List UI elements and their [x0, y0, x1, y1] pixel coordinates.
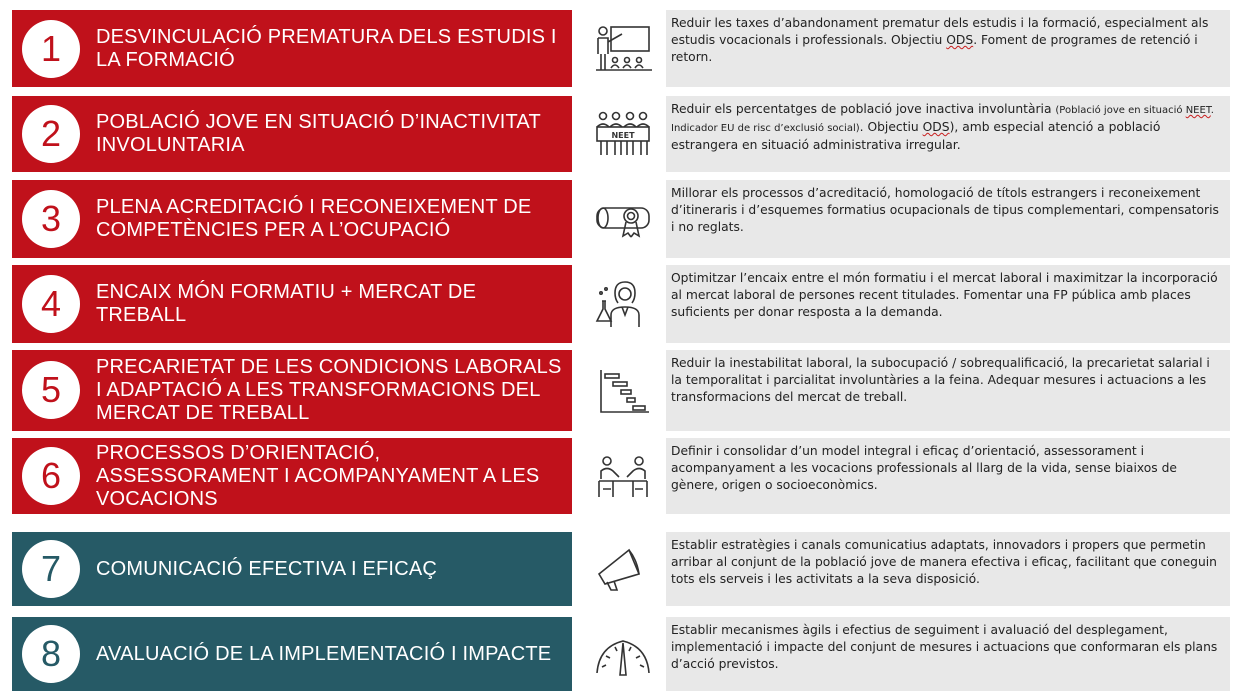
- objective-title-band: [12, 265, 572, 343]
- objective-number-badge: 1: [22, 20, 80, 78]
- teacher-presentation-icon: [580, 10, 666, 87]
- objective-row-4: [12, 265, 1230, 343]
- objective-description: Reduir els percentatges de població jove inactiva involuntària (Població jove en situació NEET. Indicador EU de risc d’exclusió social). Objectiu ODS), amb especial atenció a població estrangera en situació administrativa irregular.: [666, 96, 1230, 172]
- objective-title: COMUNICACIÓ EFECTIVA I EFICAÇ: [96, 557, 438, 580]
- objective-title: DESVINCULACIÓ PREMATURA DELS ESTUDIS I LA FORMACIÓ: [96, 25, 557, 71]
- objective-description: Establir estratègies i canals comunicatius adaptats, innovadors i propers que permetin arribar al conjunt de la població jove de manera efectiva i eficaç, facilitant que coneguin tots els serveis i les activitats a la seva disposició.: [666, 532, 1230, 606]
- objective-description: Millorar els processos d’acreditació, homologació de títols estrangers i reconeixement d’itineraris i d’esquemes formatius ocupacionals de tipus complementari, compensatoris i no reglats.: [666, 180, 1230, 258]
- objective-description: Establir mecanismes àgils i efectius de seguiment i avaluació del desplegament, implementació i impacte del conjunt de mesures i actuacions que conformaran els plans d’acció previstos.: [666, 617, 1230, 691]
- objective-title: POBLACIÓ JOVE EN SITUACIÓ D’INACTIVITAT INVOLUNTARIA: [96, 111, 541, 156]
- objective-number-badge: 3: [22, 190, 80, 248]
- objective-description: Definir i consolidar d’un model integral i eficaç d’orientació, assessorament i acompanyament a les vocacions professionals al llarg de la vida, sense biaixos de gènere, origen o socioeconòmics.: [666, 438, 1230, 514]
- objective-description: Reduir les taxes d’abandonament prematur dels estudis i la formació, especialment als estudis vocacionals i professionals. Objectiu ODS. Foment de programes de retenció i retorn.: [666, 10, 1230, 87]
- objective-title: PRECARIETAT DE LES CONDICIONS LABORALS I ADAPTACIÓ A LES TRANSFORMACIONS DEL MERCAT DE TREBALL: [96, 356, 562, 424]
- objective-number-badge: 8: [22, 625, 80, 683]
- objective-title-band: [12, 438, 572, 514]
- counseling-meeting-icon: [580, 438, 666, 514]
- gantt-chart-icon: [580, 350, 666, 431]
- objective-description: Reduir la inestabilitat laboral, la subocupació / sobrequalificació, la precarietat salarial i la temporalitat i parcialitat involuntàries a la feina. Adequar mesures i actuacions a les transformacions del mercat de treball.: [666, 350, 1230, 431]
- objective-description: Optimitzar l’encaix entre el món formatiu i el mercat laboral i maximitzar la incorporació al mercat laboral de persones recent titulades. Fomentar una FP pública amb places suficients per donar resposta a la demanda.: [666, 265, 1230, 343]
- objective-title-band: [12, 10, 572, 87]
- objective-number-badge: 7: [22, 540, 80, 598]
- objective-title-band: [12, 617, 572, 691]
- objective-row-6: [12, 438, 1230, 514]
- objective-row-3: [12, 180, 1230, 258]
- neet-group-icon: [580, 96, 666, 172]
- objective-row-2: [12, 96, 1230, 172]
- objective-title-band: [12, 532, 572, 606]
- diploma-icon: [580, 180, 666, 258]
- objective-row-8: [12, 617, 1230, 691]
- objective-title: PLENA ACREDITACIÓ I RECONEIXEMENT DE COMPETÈNCIES PER A L’OCUPACIÓ: [96, 196, 532, 241]
- objective-number-badge: 5: [22, 361, 80, 419]
- objective-number-badge: 6: [22, 447, 80, 505]
- objective-title: PROCESSOS D’ORIENTACIÓ, ASSESSORAMENT I ACOMPANYAMENT A LES VOCACIONS: [96, 441, 540, 510]
- neet-icon-label: NEET: [611, 131, 635, 140]
- objective-title-band: [12, 350, 572, 431]
- objective-row-1: [12, 10, 1230, 87]
- objective-title-band: [12, 96, 572, 172]
- scientist-icon: [580, 265, 666, 343]
- megaphone-icon: [580, 532, 666, 606]
- objective-row-7: [12, 532, 1230, 606]
- objective-title-band: [12, 180, 572, 258]
- gauge-icon: [580, 617, 666, 691]
- objective-number-badge: 2: [22, 105, 80, 163]
- objective-title: AVALUACIÓ DE LA IMPLEMENTACIÓ I IMPACTE: [96, 642, 552, 665]
- objective-row-5: [12, 350, 1230, 431]
- objective-title: ENCAIX MÓN FORMATIU + MERCAT DE TREBALL: [96, 281, 477, 326]
- objective-number-badge: 4: [22, 275, 80, 333]
